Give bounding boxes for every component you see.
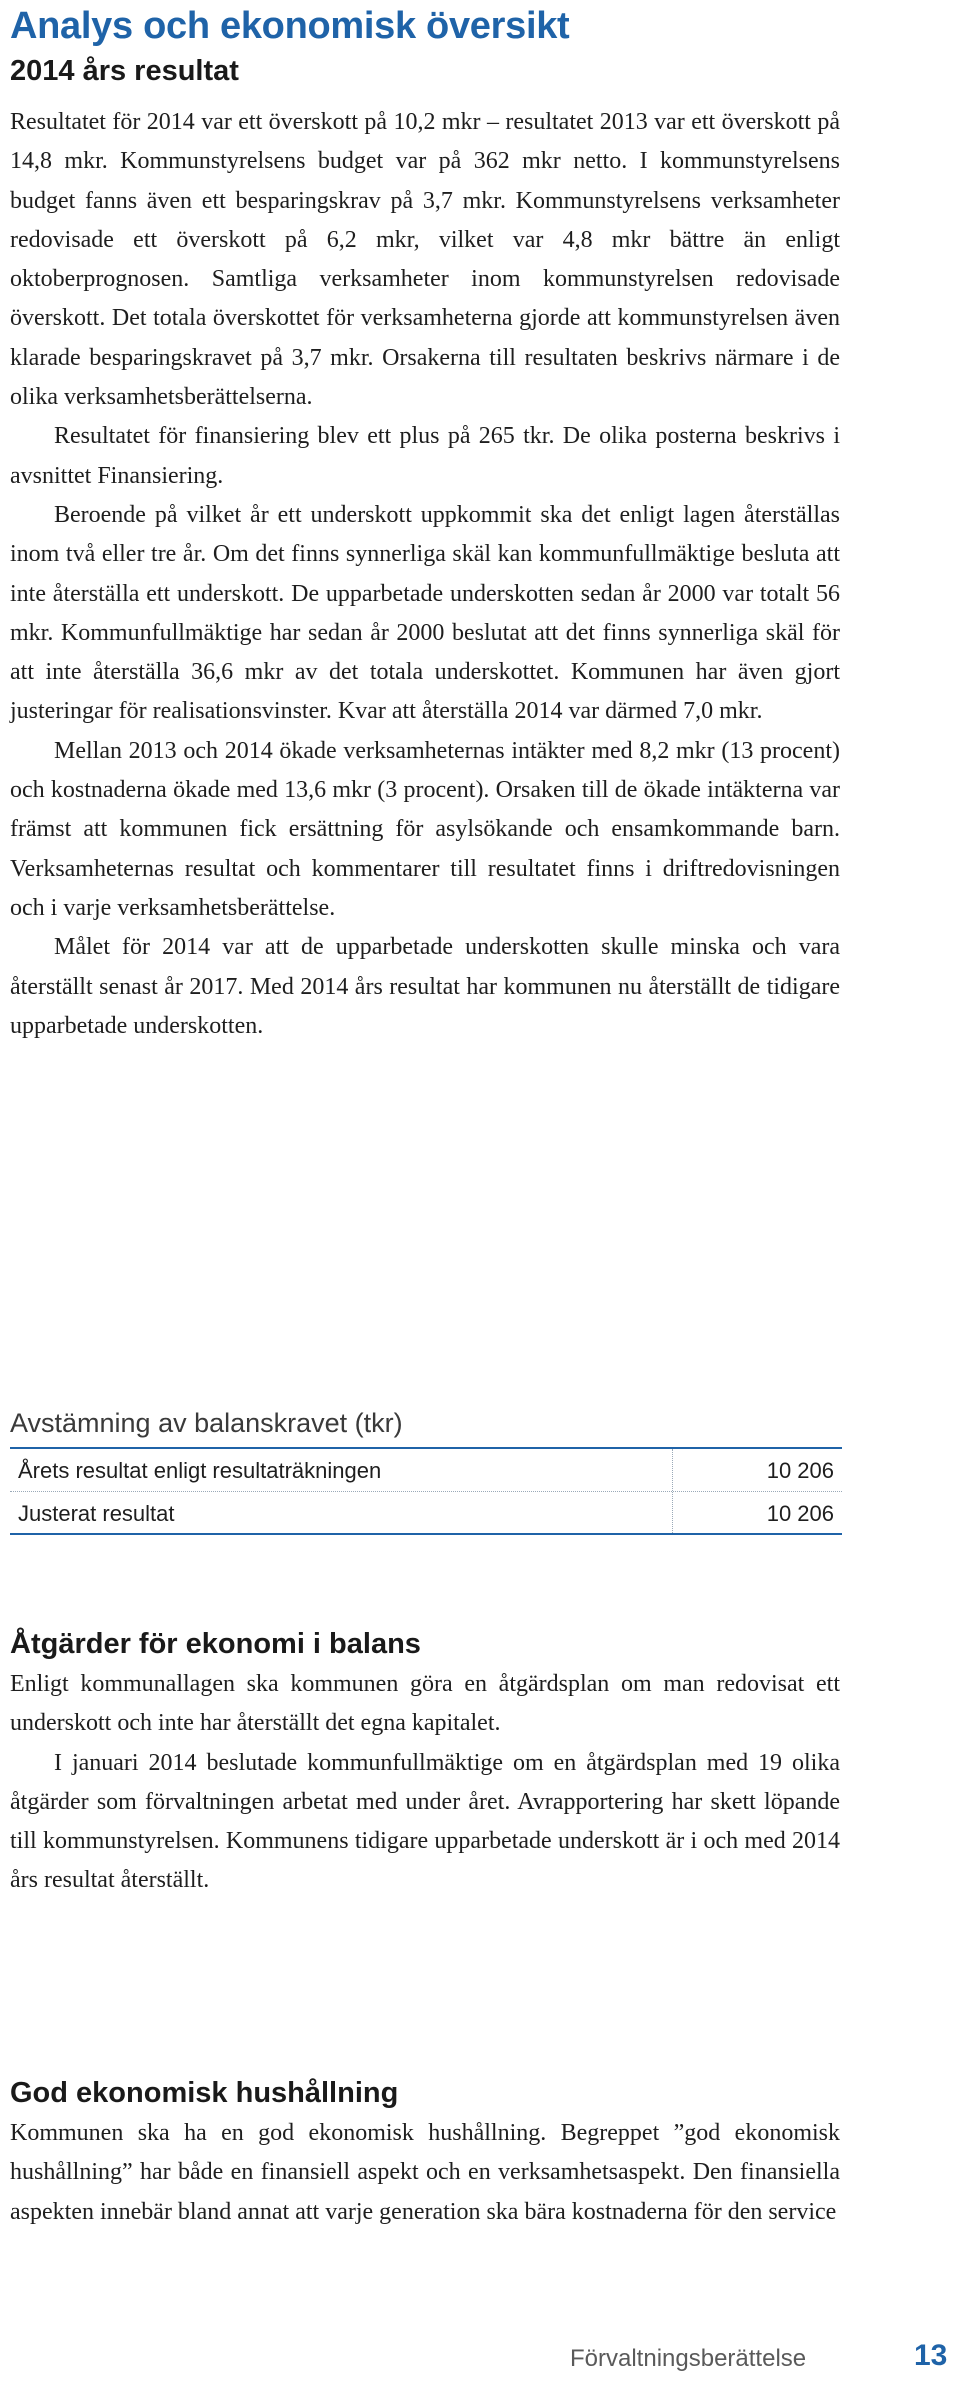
table-cell-label: Justerat resultat xyxy=(18,1501,175,1526)
section-resultat-body xyxy=(10,103,840,1046)
paragraph: Beroende på vilket år ett underskott uppkommit ska det enligt lagen återställas inom två eller tre år. Om det finns synnerliga skäl kan kommunfullmäktige besluta att inte återställa ett underskott. De upparbetade underskotten sedan år 2000 var totalt 56 mkr. Kommunfullmäktige har sedan år 2000 beslutat att det finns synnerliga skäl för att inte återställa 36,6 mkr av det totala underskottet. Kommunen har även gjort justeringar för realisationsvinster. Kvar att återställa 2014 var därmed 7,0 mkr. xyxy=(10,501,840,725)
section-heading-atgarder: Åtgärder för ekonomi i balans xyxy=(10,1628,421,1660)
table-cell-value: 10 206 xyxy=(766,1501,834,1526)
table-cell-value: 10 206 xyxy=(766,1458,834,1483)
page-title: Analys och ekonomisk översikt xyxy=(10,5,570,47)
footer-section-label: Förvaltningsberättelse xyxy=(570,2345,807,2372)
table-row xyxy=(10,1449,842,1492)
page-number: 13 xyxy=(914,2339,948,2372)
table-title: Avstämning av balanskravet (tkr) xyxy=(10,1408,403,1438)
section-hushallning-body xyxy=(10,2114,840,2232)
section-heading-resultat: 2014 års resultat xyxy=(10,55,239,87)
table-column-divider xyxy=(672,1492,673,1533)
paragraph: Målet för 2014 var att de upparbetade underskotten skulle minska och vara återställt senast år 2017. Med 2014 års resultat har kommunen nu återställt de tidigare upparbetade underskotten. xyxy=(10,934,840,1039)
paragraph: Mellan 2013 och 2014 ökade verksamheternas intäkter med 8,2 mkr (13 procent) och kostnaderna ökade med 13,6 mkr (3 procent). Orsaken till de ökade intäkterna var främst att kommunen fick ersättning för asylsökande och ensamkommande barn. Verksamheternas resultat och kommentarer till resultatet finns i driftredovisningen och i varje verksamhetsberättelse. xyxy=(10,737,840,921)
section-heading-hushallning: God ekonomisk hushållning xyxy=(10,2077,399,2109)
paragraph: Resultatet för 2014 var ett överskott på 10,2 mkr – resultatet 2013 var ett överskott på 14,8 mkr. Kommunstyrelsens budget var på 362 mkr netto. I kommunstyrelsens budget fanns även ett besparingskrav på 3,7 mkr. Kommunstyrelsens verksamheter redovisade ett överskott på 6,2 mkr, vilket var 4,8 mkr bättre än enligt oktoberprognosen. Samtliga verksamheter inom kommunstyrelsen redovisade överskott. Det totala överskottet för verksamheterna gjorde att kommunstyrelsen även klarade besparingskravet på 3,7 mkr. Orsakerna till resultaten beskrivs närmare i de olika verksamhetsberättelserna. xyxy=(10,109,840,411)
paragraph: Enligt kommunallagen ska kommunen göra en åtgärdsplan om man redovisat ett underskott och inte har återställt det egna kapitalet. xyxy=(10,1671,840,1737)
table-row xyxy=(10,1492,842,1535)
paragraph: Resultatet för finansiering blev ett plus på 265 tkr. De olika posterna beskrivs i avsnittet Finansiering. xyxy=(10,423,840,489)
table-column-divider xyxy=(672,1449,673,1491)
balanskrav-table xyxy=(10,1449,842,1535)
table-cell-label: Årets resultat enligt resultaträkningen xyxy=(18,1458,382,1483)
paragraph: I januari 2014 beslutade kommunfullmäktige om en åtgärdsplan med 19 olika åtgärder som förvaltningen arbetat med under året. Avrapportering har skett löpande till kommunstyrelsen. Kommunens tidigare upparbetade underskott är i och med 2014 års resultat återställt. xyxy=(10,1749,840,1894)
section-atgarder-body xyxy=(10,1665,840,1901)
paragraph: Kommunen ska ha en god ekonomisk hushållning. Begreppet ”god ekonomisk hushållning” har både en finansiell aspekt och en verksamhetsaspekt. Den finansiella aspekten innebär bland annat att varje generation ska bära kostnaderna för den service xyxy=(10,2120,840,2225)
